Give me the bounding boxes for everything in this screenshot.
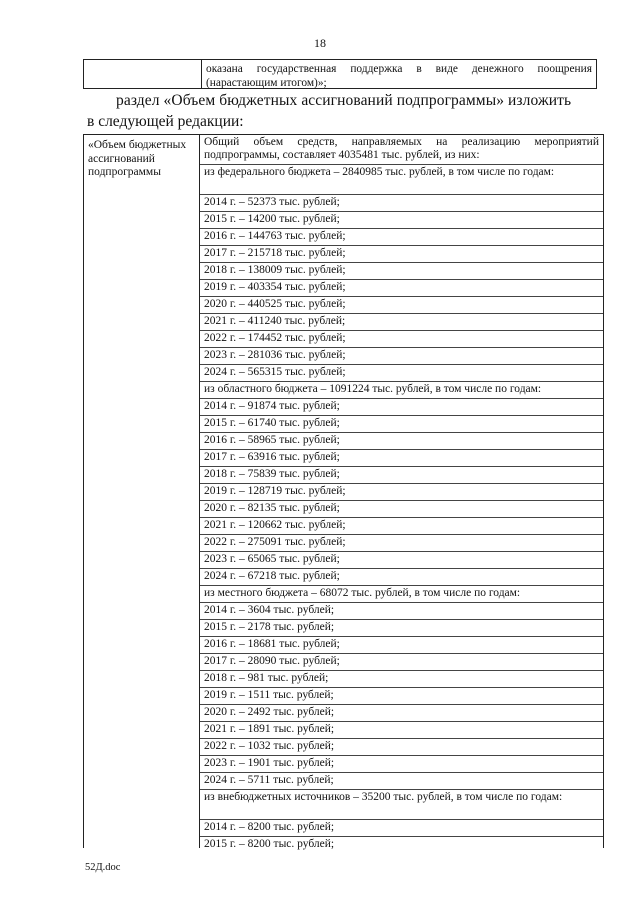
continuation-empty-cell [84, 60, 202, 88]
budget-row: 2024 г. – 5711 тыс. рублей; [200, 773, 603, 790]
budget-row: 2015 г. – 61740 тыс. рублей; [200, 416, 603, 433]
budget-row: 2018 г. – 981 тыс. рублей; [200, 671, 603, 688]
budget-row: 2022 г. – 174452 тыс. рублей; [200, 331, 603, 348]
budget-row: 2018 г. – 75839 тыс. рублей; [200, 467, 603, 484]
budget-row: 2014 г. – 3604 тыс. рублей; [200, 603, 603, 620]
budget-row: 2020 г. – 440525 тыс. рублей; [200, 297, 603, 314]
budget-row: 2017 г. – 215718 тыс. рублей; [200, 246, 603, 263]
budget-table [83, 134, 604, 848]
budget-row: 2021 г. – 411240 тыс. рублей; [200, 314, 603, 331]
continuation-table [83, 59, 597, 89]
budget-row: Общий объем средств, направляемых на реализацию мероприятий подпрограммы, составляет 4035481 тыс. рублей, из них: [200, 135, 603, 165]
budget-row: 2016 г. – 144763 тыс. рублей; [200, 229, 603, 246]
budget-row: 2018 г. – 138009 тыс. рублей; [200, 263, 603, 280]
budget-row: 2021 г. – 120662 тыс. рублей; [200, 518, 603, 535]
budget-row: из федерального бюджета – 2840985 тыс. рублей, в том числе по годам: [200, 165, 603, 195]
budget-row: 2021 г. – 1891 тыс. рублей; [200, 722, 603, 739]
budget-values-column [200, 135, 603, 848]
budget-row: 2016 г. – 58965 тыс. рублей; [200, 433, 603, 450]
budget-row: из местного бюджета – 68072 тыс. рублей, в том числе по годам: [200, 586, 603, 603]
budget-row: 2019 г. – 1511 тыс. рублей; [200, 688, 603, 705]
budget-row: 2019 г. – 128719 тыс. рублей; [200, 484, 603, 501]
budget-row: 2024 г. – 565315 тыс. рублей; [200, 365, 603, 382]
budget-row: 2017 г. – 63916 тыс. рублей; [200, 450, 603, 467]
page-number: 18 [314, 36, 326, 50]
budget-row: 2022 г. – 275091 тыс. рублей; [200, 535, 603, 552]
budget-row: 2015 г. – 8200 тыс. рублей; [204, 838, 335, 850]
file-name-footer: 52Д.doc [85, 862, 121, 873]
budget-row: 2014 г. – 8200 тыс. рублей; [200, 820, 603, 837]
budget-row: 2023 г. – 65065 тыс. рублей; [200, 552, 603, 569]
budget-row: 2017 г. – 28090 тыс. рублей; [200, 654, 603, 671]
section-heading-line2: в следующей редакции: [87, 113, 244, 130]
budget-row: 2020 г. – 82135 тыс. рублей; [200, 501, 603, 518]
budget-row: 2016 г. – 18681 тыс. рублей; [200, 637, 603, 654]
budget-row: 2023 г. – 1901 тыс. рублей; [200, 756, 603, 773]
budget-row: 2023 г. – 281036 тыс. рублей; [200, 348, 603, 365]
budget-row: 2022 г. – 1032 тыс. рублей; [200, 739, 603, 756]
continuation-text-cell: оказана государственная поддержка в виде денежного поощрения (нарастающим итогом)»; [206, 63, 592, 89]
budget-row: 2015 г. – 14200 тыс. рублей; [200, 212, 603, 229]
budget-row: 2014 г. – 91874 тыс. рублей; [200, 399, 603, 416]
budget-label-cell: «Объем бюджетных ассигнований подпрограммы [84, 135, 200, 848]
section-heading-line1: раздел «Объем бюджетных ассигнований подпрограммы» изложить [116, 92, 572, 109]
budget-row: из внебюджетных источников – 35200 тыс. рублей, в том числе по годам: [200, 790, 603, 820]
budget-row: из областного бюджета – 1091224 тыс. рублей, в том числе по годам: [200, 382, 603, 399]
budget-row: 2019 г. – 403354 тыс. рублей; [200, 280, 603, 297]
budget-row: 2014 г. – 52373 тыс. рублей; [200, 195, 603, 212]
budget-row: 2015 г. – 2178 тыс. рублей; [200, 620, 603, 637]
budget-row: 2024 г. – 67218 тыс. рублей; [200, 569, 603, 586]
budget-row: 2020 г. – 2492 тыс. рублей; [200, 705, 603, 722]
